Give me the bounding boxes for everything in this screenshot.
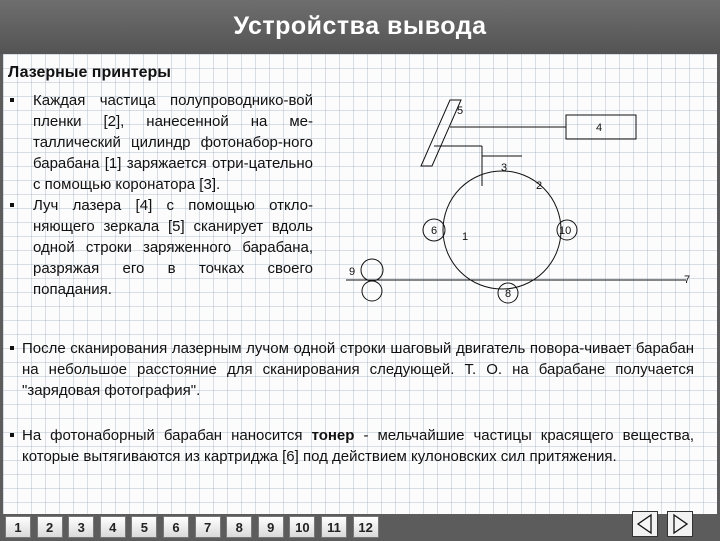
diagram-label-4: 4	[596, 122, 603, 134]
diagram-label-6: 6	[431, 225, 438, 237]
left-bullet-list	[8, 90, 313, 300]
diagram-label-8: 8	[505, 288, 512, 300]
diagram-label-10: 10	[559, 225, 572, 237]
forward-arrow-icon	[668, 512, 692, 536]
bullet-list-toner	[8, 425, 694, 467]
list-item	[8, 425, 694, 467]
drum-circle	[443, 171, 561, 289]
toner-term: тонер	[311, 427, 355, 444]
nav-button-5[interactable]: 5	[131, 516, 157, 538]
title-bar	[0, 0, 720, 54]
nav-button-11[interactable]: 11	[321, 516, 347, 538]
list-item: Луч лазера [4] с помощью откло-няющего зеркала [5] сканирует вдоль одной строки заряженного барабана, разряжая его в точках своего попадания.	[8, 195, 313, 300]
nav-button-7[interactable]: 7	[195, 516, 221, 538]
nav-button-2[interactable]: 2	[37, 516, 63, 538]
diagram-label-2: 2	[536, 180, 543, 192]
toner-text-post: - мельчайшие частицы красящего вещества, которые вытягиваются из картриджа [6] под действием кулоновских сил притяжения.	[22, 427, 694, 465]
diagram-label-9: 9	[349, 266, 356, 278]
diagram-label-3: 3	[501, 162, 508, 174]
fuser-roller-bottom	[362, 281, 382, 301]
bullet-list-scan	[8, 338, 694, 401]
fuser-roller-top	[361, 259, 383, 281]
mirror-shape	[421, 100, 464, 166]
nav-button-1[interactable]: 1	[5, 516, 31, 538]
diagram-label-1: 1	[462, 231, 469, 243]
laser-printer-diagram	[346, 94, 702, 308]
diagram-label-5: 5	[457, 105, 464, 117]
diagram-label-7: 7	[684, 274, 691, 286]
slide-title: Устройства вывода	[233, 12, 487, 40]
nav-button-10[interactable]: 10	[289, 516, 315, 538]
nav-button-3[interactable]: 3	[68, 516, 94, 538]
list-item: Каждая частица полупроводнико-вой пленки [2], нанесенной на ме-таллический цилиндр фотонабор-ного барабана [1] заряжается отри-цательно с помощью коронатора [3].	[8, 90, 313, 195]
nav-button-9[interactable]: 9	[258, 516, 284, 538]
nav-button-8[interactable]: 8	[226, 516, 252, 538]
section-heading: Лазерные принтеры	[8, 64, 171, 81]
nav-button-12[interactable]: 12	[353, 516, 379, 538]
list-item: После сканирования лазерным лучом одной строки шаговый двигатель повора-чивает барабан на небольшое расстояние для сканирования следующей. Т. О. на барабане получается "зарядовая фотография".	[8, 338, 694, 401]
forward-arrow-button[interactable]	[667, 511, 693, 537]
back-arrow-icon	[633, 512, 657, 536]
toner-text-pre: На фотонаборный барабан наносится	[22, 427, 312, 444]
nav-button-6[interactable]: 6	[163, 516, 189, 538]
nav-button-4[interactable]: 4	[100, 516, 126, 538]
back-arrow-button[interactable]	[632, 511, 658, 537]
